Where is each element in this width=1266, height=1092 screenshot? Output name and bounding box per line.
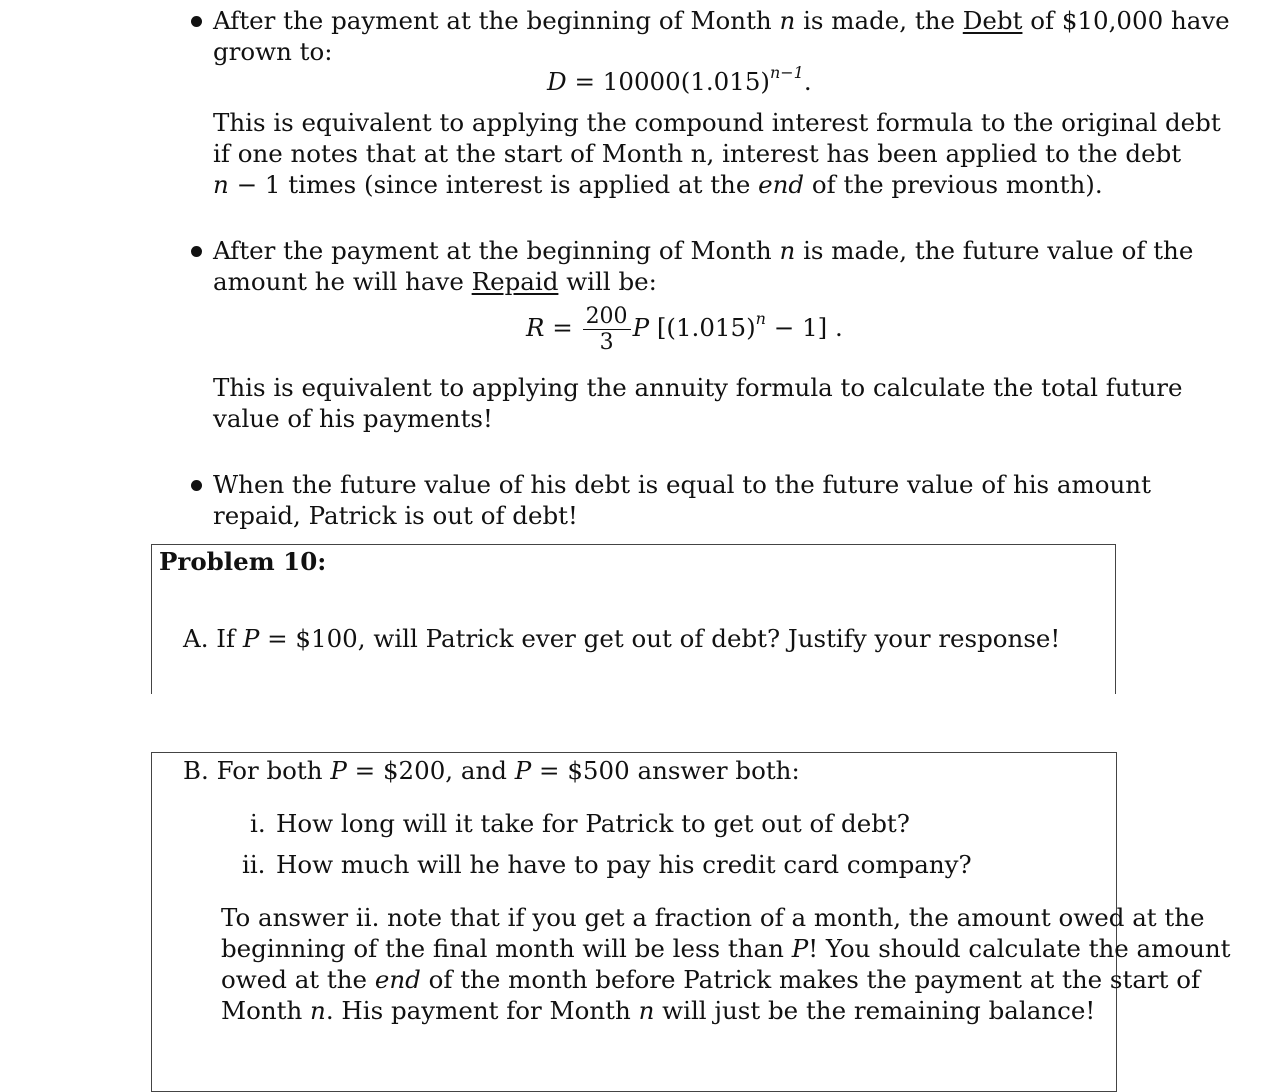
bullet-1-para-line-1: This is equivalent to applying the compound interest formula to the original debt [213,108,1221,137]
part-b-question: B. For both P = $200, and P = $500 answer both: [183,756,800,785]
note-line-1: To answer ii. note that if you get a fraction of a month, the amount owed at the [221,903,1205,932]
fraction-200-over-3: $\frac{200}{3}$ [583,304,631,355]
bullet-3-marker [191,480,202,491]
bullet-2-line-2: amount he will have Repaid will be: [213,267,657,296]
item-ii-text: How much will he have to pay his credit card company? [276,850,972,879]
bullet-1-para-line-2: if one notes that at the start of Month n, interest has been applied to the debt [213,139,1182,168]
item-i-text: How long will it take for Patrick to get out of debt? [276,809,910,838]
debt-equation: $D = 10000(1.015)^{n-1}$. [547,62,812,96]
bullet-3-line-2: repaid, Patrick is out of debt! [213,501,578,530]
note-line-2: beginning of the final month will be less than P! You should calculate the amount [221,934,1231,963]
bullet-3-line-1: When the future value of his debt is equal to the future value of his amount [213,470,1151,499]
bullet-2-para-line-2: value of his payments! [213,404,493,433]
item-i: i. [250,809,266,838]
note-line-3: owed at the end of the month before Patrick makes the payment at the start of [221,965,1201,994]
item-ii: ii. [242,850,266,879]
repaid-equation: R = $\frac{200}{3}$ P $[(1.015)^n - 1]$ . [526,304,843,355]
bullet-2-marker [191,246,202,257]
bullet-1-para-line-3: n − 1 times (since interest is applied at the end of the previous month). [213,170,1103,199]
bullet-1-line-1: After the payment at the beginning of Month n is made, the Debt of $10,000 have [213,6,1230,35]
part-a-question: A. If P = $100, will Patrick ever get out of debt? Justify your response! [183,624,1061,653]
note-line-4: Month n. His payment for Month n will just be the remaining balance! [221,996,1096,1025]
bullet-1-line-2: grown to: [213,37,333,66]
bullet-2-line-1: After the payment at the beginning of Month n is made, the future value of the [213,236,1194,265]
bullet-2-para-line-1: This is equivalent to applying the annuity formula to calculate the total future [213,373,1183,402]
problem-title: Problem 10: [159,547,327,576]
bullet-1-marker [191,16,202,27]
